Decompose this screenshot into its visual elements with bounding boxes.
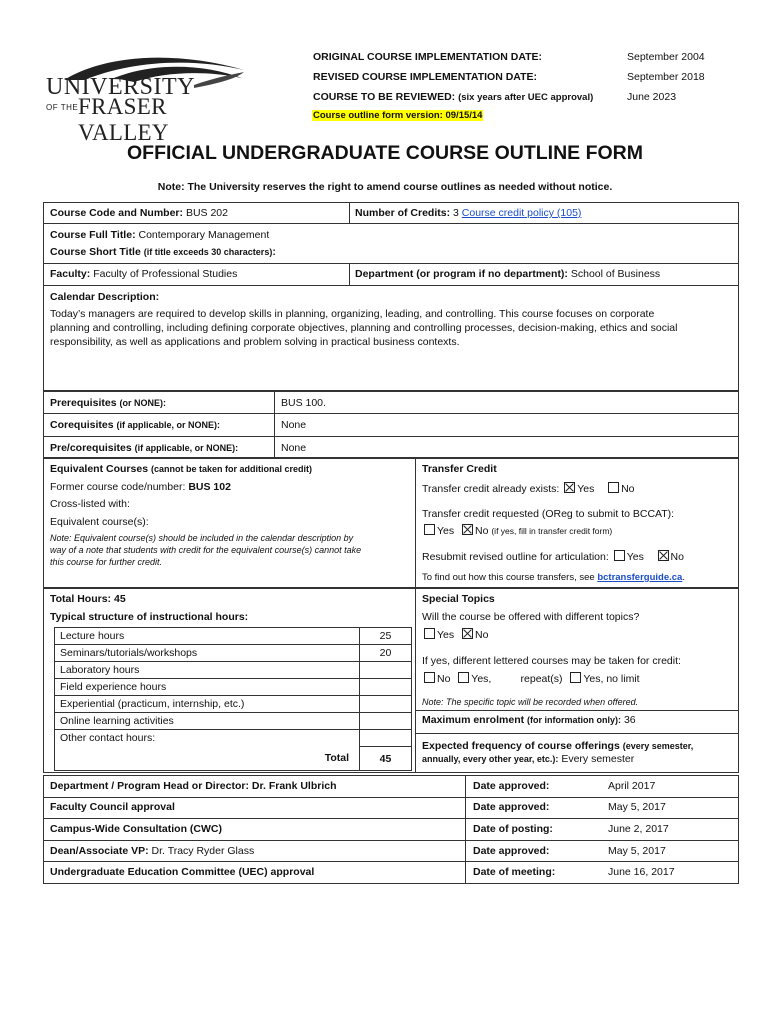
divider (43, 840, 739, 841)
calendar-description-label: Calendar Description: (50, 291, 160, 303)
divider (43, 797, 739, 798)
table-row (55, 696, 412, 713)
divider (43, 436, 739, 437)
hours-row-value (360, 730, 412, 747)
lettered-no-checkbox[interactable] (424, 672, 435, 683)
cross-listed-label: Cross-listed with: (50, 498, 130, 510)
logo-university-text: UNIVERSITY (46, 74, 195, 100)
lettered-yes-label: Yes, (471, 673, 492, 685)
full-title-label: Course Full Title: (50, 229, 136, 241)
divider (43, 413, 739, 414)
transfer-requested-yes-label: Yes (437, 525, 455, 537)
frequency-note-2: annually, every other year, etc.): (422, 754, 559, 764)
faculty-value: Faculty of Professional Studies (93, 268, 238, 280)
max-enrolment-label: Maximum enrolment (422, 714, 525, 726)
table-row (55, 662, 412, 679)
transfer-requested-label: Transfer credit requested (OReg to submit to BCCAT): (422, 508, 675, 520)
transfer-credit-label: Transfer Credit (422, 463, 497, 475)
equivalent-courses-note: (cannot be taken for additional credit) (150, 464, 312, 474)
amend-note: Note: The University reserves the right to amend course outlines as needed without notice. (157, 181, 613, 193)
hours-row-value (360, 662, 412, 679)
equivalent-courses-label: Equivalent Courses (50, 463, 149, 475)
precorequisites-field (50, 442, 238, 454)
transfer-requested-row (422, 524, 612, 537)
former-course-field (50, 481, 231, 493)
review-date-label-row (313, 91, 593, 103)
hours-row-label: Other contact hours: (55, 730, 360, 747)
transfer-guide-text: To find out how this course transfers, see (422, 572, 595, 583)
approval-date-value: June 16, 2017 (608, 866, 675, 878)
short-title-note: (if title exceeds 30 characters) (143, 247, 273, 257)
divider (43, 818, 739, 819)
transfer-exists-yes-checkbox[interactable] (564, 482, 575, 493)
resubmit-no-checkbox[interactable] (658, 550, 669, 561)
divider (415, 588, 416, 773)
hours-row-label: Online learning activities (55, 713, 360, 730)
corequisites-value: None (281, 419, 307, 431)
transfer-exists-no-checkbox[interactable] (608, 482, 619, 493)
equivalent-note-line: way of a note that students with credit for the equivalent course(s) cannot take (50, 545, 362, 555)
former-course-value: BUS 102 (188, 481, 231, 493)
approval-label: Department / Program Head or Director: (50, 780, 249, 792)
table-row (55, 730, 412, 747)
review-date-label: COURSE TO BE REVIEWED: (313, 91, 456, 103)
university-logo (44, 50, 254, 145)
divider (43, 263, 739, 264)
approval-date-value: April 2017 (608, 780, 656, 792)
special-topics-label: Special Topics (422, 593, 495, 605)
form-version-label: Course outline form version: 09/15/14 (313, 110, 483, 121)
approval-row-label (50, 823, 222, 835)
special-topics-note: Note: The specific topic will be recorded when offered. (422, 697, 639, 707)
total-hours-field (50, 593, 126, 605)
corequisites-label: Corequisites (50, 419, 114, 431)
hours-row-value (360, 696, 412, 713)
prerequisites-label: Prerequisites (50, 397, 117, 409)
lettered-yes-checkbox[interactable] (458, 672, 469, 683)
transfer-guide-period: . (682, 572, 685, 583)
approval-row-label (50, 866, 314, 878)
divider (274, 391, 275, 458)
approval-label: Undergraduate Education Committee (UEC) approval (50, 866, 315, 878)
former-course-label: Former course code/number: (50, 481, 186, 493)
precorequisites-value: None (281, 442, 307, 454)
resubmit-label: Resubmit revised outline for articulation: (422, 551, 609, 563)
resubmit-no-label: No (670, 551, 684, 563)
frequency-value: Every semester (561, 753, 635, 765)
approval-date-label: Date of posting: (473, 823, 553, 835)
lettered-courses-label: If yes, different lettered courses may be taken for credit: (422, 655, 681, 667)
transfer-requested-no-label: No (474, 525, 489, 537)
transfer-exists-label: Transfer credit already exists: (422, 483, 560, 495)
equivalent-courses-field (50, 463, 312, 475)
hours-row-label: Laboratory hours (55, 662, 360, 679)
divider (43, 223, 739, 224)
revised-date-label: REVISED COURSE IMPLEMENTATION DATE: (313, 71, 538, 83)
special-yes-label: Yes (437, 629, 455, 641)
credit-policy-link[interactable]: Course credit policy (105) (461, 207, 582, 219)
department-label: Department (or program if no department): (355, 268, 568, 280)
hours-row-value: 20 (360, 645, 412, 662)
transfer-requested-no-checkbox[interactable] (462, 524, 473, 535)
revised-date-value: September 2018 (627, 71, 705, 83)
resubmit-row (422, 550, 684, 563)
frequency-field (422, 740, 693, 752)
full-title-field (50, 229, 269, 241)
calendar-description-line: Today’s managers are required to develop skills in planning, organizing, leading, and controlling. This course focuses on corporate (50, 308, 655, 320)
department-value: School of Business (570, 268, 661, 280)
approval-value: Dr. Tracy Ryder Glass (151, 845, 255, 857)
table-row (55, 679, 412, 696)
approval-date-value: June 2, 2017 (608, 823, 669, 835)
max-enrolment-value: 36 (623, 714, 636, 726)
approval-row-label (50, 801, 175, 813)
logo-of-the-text: OF THE (46, 103, 79, 112)
frequency-label: Expected frequency of course offerings (422, 740, 620, 752)
hours-row-label: Field experience hours (55, 679, 360, 696)
special-topics-question: Will the course be offered with different topics? (422, 611, 640, 623)
transfer-requested-yes-checkbox[interactable] (424, 524, 435, 535)
hours-row-label: Lecture hours (55, 628, 360, 645)
course-code-value: BUS 202 (185, 207, 228, 219)
total-row-label: Total (55, 747, 360, 771)
divider (465, 775, 466, 884)
special-yes-checkbox[interactable] (424, 628, 435, 639)
department-field (355, 268, 660, 280)
no-limit-checkbox[interactable] (570, 672, 581, 683)
short-title-label: Course Short Title (50, 246, 141, 258)
max-enrolment-note: (for information only): (527, 715, 622, 725)
review-date-value: June 2023 (627, 91, 677, 103)
corequisites-note: (if applicable, or NONE): (116, 420, 221, 430)
equivalent-note-line: this course for further credit. (50, 557, 163, 567)
approval-row-label (50, 780, 337, 792)
approval-date-label: Date of meeting: (473, 866, 556, 878)
special-topics-row (422, 628, 488, 641)
precorequisites-label: Pre/corequisites (50, 442, 132, 454)
approval-date-value: May 5, 2017 (608, 801, 666, 813)
no-limit-label: Yes, no limit (583, 673, 640, 685)
hours-row-label: Seminars/tutorials/workshops (55, 645, 360, 662)
divider (43, 285, 739, 286)
hours-row-value (360, 713, 412, 730)
transfer-exists-yes-label: Yes (577, 483, 595, 495)
frequency-note: (every semester, (622, 741, 694, 751)
repeat-label: repeat(s) (520, 673, 563, 685)
instructional-hours-table (54, 627, 412, 771)
hours-row-label: Experiential (practicum, internship, etc.) (55, 696, 360, 713)
approval-label: Campus-Wide Consultation (CWC) (50, 823, 222, 835)
total-hours-value: 45 (113, 593, 126, 605)
table-row (55, 713, 412, 730)
equivalent-course-label: Equivalent course(s): (50, 516, 149, 528)
total-hours-label: Total Hours: (50, 593, 112, 605)
special-no-label: No (474, 629, 489, 641)
prerequisites-field (50, 397, 166, 409)
review-date-note: (six years after UEC approval) (458, 92, 594, 103)
approval-date-label: Date approved: (473, 780, 550, 792)
divider (349, 202, 350, 223)
resubmit-yes-checkbox[interactable] (614, 550, 625, 561)
bctransferguide-link[interactable]: bctransferguide.ca (597, 572, 683, 583)
faculty-field (50, 268, 237, 280)
total-row (55, 747, 412, 771)
corequisites-field (50, 419, 220, 431)
lettered-no-label: No (437, 673, 451, 685)
faculty-label: Faculty: (50, 268, 91, 280)
divider (43, 861, 739, 862)
equivalent-note-line: Note: Equivalent course(s) should be included in the calendar description by (50, 533, 354, 543)
divider (415, 733, 739, 734)
calendar-description-line: responsibility, as well as applications and problem solving in practical business contexts. (50, 336, 460, 348)
approval-label: Dean/Associate VP: (50, 845, 149, 857)
lettered-row (422, 672, 640, 685)
divider (349, 263, 350, 285)
approval-value: Dr. Frank Ulbrich (251, 780, 337, 792)
table-row (55, 645, 412, 662)
table-row (55, 628, 412, 645)
precorequisites-note: (if applicable, or NONE): (134, 443, 239, 453)
transfer-guide-row (422, 572, 685, 583)
max-enrolment-field (422, 714, 636, 726)
full-title-value: Contemporary Management (138, 229, 270, 241)
hours-row-value (360, 679, 412, 696)
credits-label: Number of Credits: (355, 207, 451, 219)
special-no-checkbox[interactable] (462, 628, 473, 639)
approval-date-value: May 5, 2017 (608, 845, 666, 857)
calendar-description-line: planning and controlling, including defining corporate objectives, planning and controlling processes, decision-making, ethics and social (50, 322, 678, 334)
page-title: OFFICIAL UNDERGRADUATE COURSE OUTLINE FORM (126, 142, 644, 164)
resubmit-yes-label: Yes (626, 551, 644, 563)
original-date-value: September 2004 (627, 51, 705, 63)
logo-fraser-valley-text: FRASER VALLEY (78, 94, 169, 145)
total-row-value: 45 (360, 747, 412, 771)
prerequisites-value: BUS 100. (281, 397, 326, 409)
transfer-exists-no-label: No (621, 483, 635, 495)
short-title-field: Course Short Title (if title exceeds 30 characters): (50, 246, 276, 258)
approval-label: Faculty Council approval (50, 801, 175, 813)
credits-field (355, 207, 581, 219)
frequency-row-2 (422, 753, 634, 765)
credits-value: 3 (453, 207, 459, 219)
transfer-requested-note: (if yes, fill in transfer credit form) (491, 526, 613, 536)
course-code-field (50, 207, 228, 219)
approval-date-label: Date approved: (473, 845, 550, 857)
original-date-label: ORIGINAL COURSE IMPLEMENTATION DATE: (313, 51, 543, 63)
typical-structure-label: Typical structure of instructional hours: (50, 611, 249, 623)
approval-date-label: Date approved: (473, 801, 550, 813)
course-code-label: Course Code and Number: (50, 207, 184, 219)
divider (415, 710, 739, 711)
transfer-exists-row (422, 482, 635, 495)
approval-row-label (50, 845, 254, 857)
divider (415, 458, 416, 588)
prerequisites-note: (or NONE): (119, 398, 166, 408)
hours-row-value: 25 (360, 628, 412, 645)
